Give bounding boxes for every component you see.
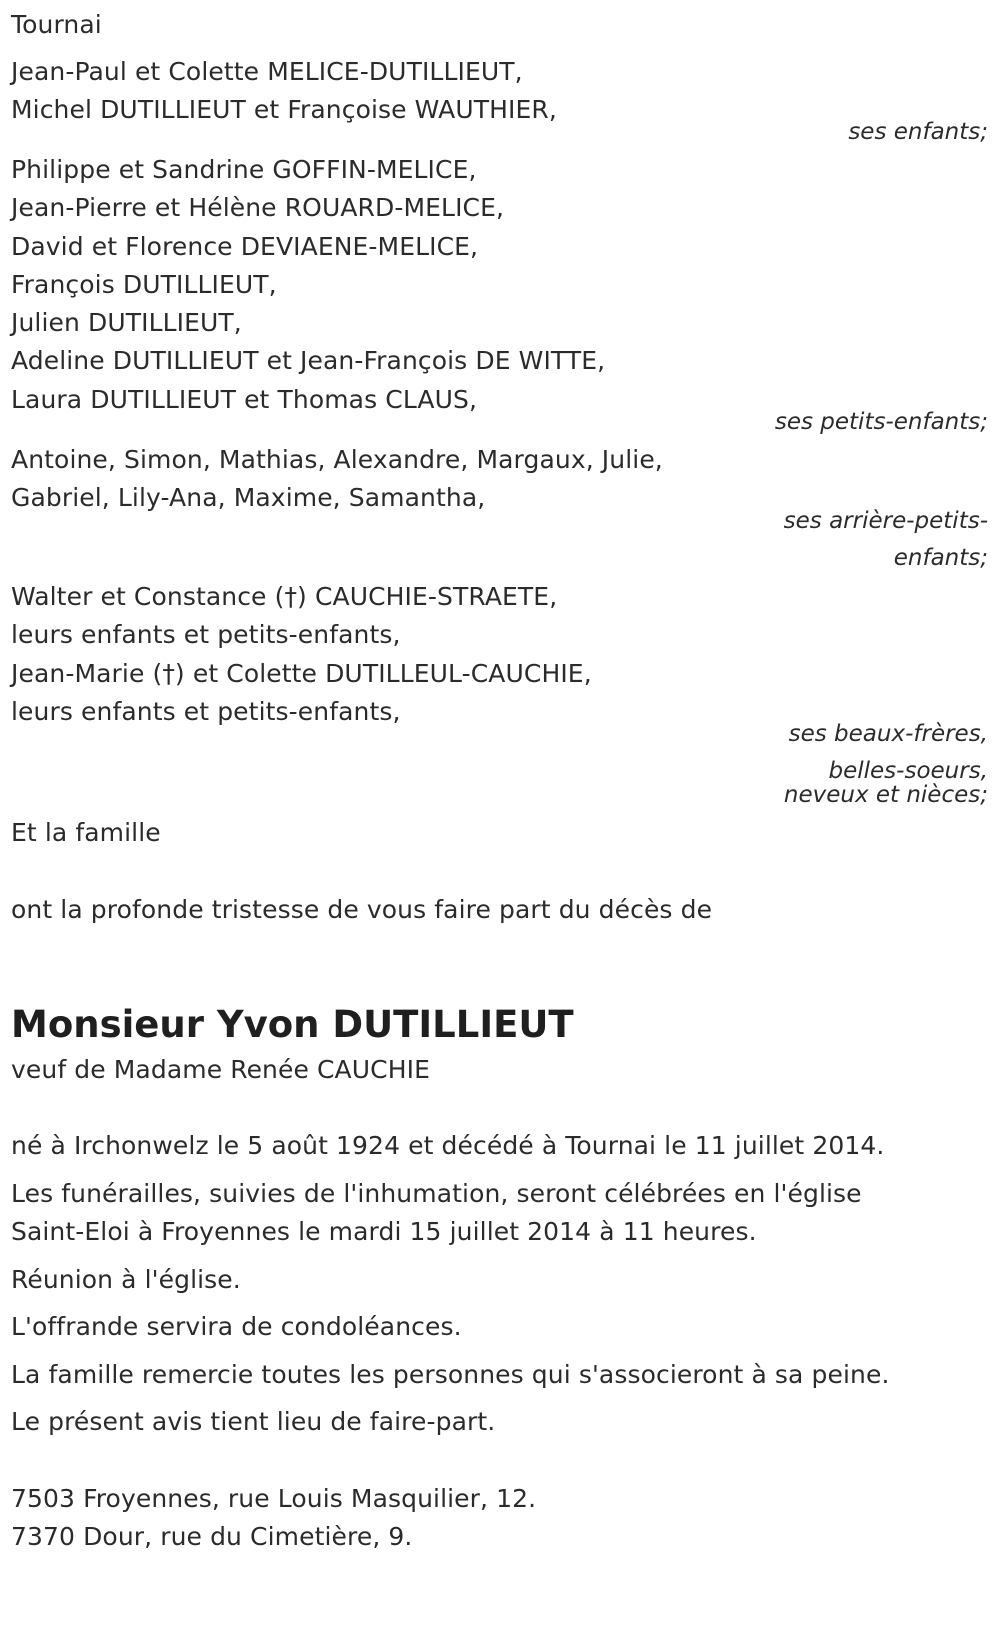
deceased-name: Monsieur Yvon DUTILLIEUT	[11, 1003, 574, 1046]
funeral-line: Saint-Eloi à Froyennes le mardi 15 juillet 2014 à 11 heures.	[11, 1217, 757, 1246]
in-laws-line: Walter et Constance (†) CAUCHIE-STRAETE,	[11, 582, 558, 611]
relation-great-grandchildren: ses arrière-petits-	[783, 508, 988, 534]
relation-grandchildren: ses petits-enfants;	[774, 409, 988, 435]
meeting: Réunion à l'église.	[11, 1265, 241, 1294]
funeral-line: Les funérailles, suivies de l'inhumation, seront célébrées en l'église	[11, 1179, 862, 1208]
grandchildren-line: François DUTILLIEUT,	[11, 270, 277, 299]
in-laws-line: leurs enfants et petits-enfants,	[11, 620, 401, 649]
grandchildren-line: Adeline DUTILLIEUT et Jean-François DE WITTE,	[11, 346, 606, 375]
location-heading: Tournai	[11, 10, 102, 39]
born-died: né à Irchonwelz le 5 août 1924 et décédé à Tournai le 11 juillet 2014.	[11, 1131, 885, 1160]
widower-of: veuf de Madame Renée CAUCHIE	[11, 1055, 430, 1084]
grandchildren-line: Julien DUTILLIEUT,	[11, 308, 242, 337]
announcement: ont la profonde tristesse de vous faire part du décès de	[11, 895, 713, 924]
grandchildren-line: Jean-Pierre et Hélène ROUARD-MELICE,	[11, 193, 505, 222]
relation-great-grandchildren: enfants;	[893, 545, 988, 571]
address-line: 7503 Froyennes, rue Louis Masquilier, 12.	[11, 1484, 537, 1513]
grandchildren-line: David et Florence DEVIAENE-MELICE,	[11, 232, 479, 261]
offering: L'offrande servira de condoléances.	[11, 1312, 462, 1341]
relation-in-laws: ses beaux-frères,	[788, 721, 988, 747]
thanks: La famille remercie toutes les personnes qui s'associeront à sa peine.	[11, 1360, 890, 1389]
great-grandchildren-line: Gabriel, Lily-Ana, Maxime, Samantha,	[11, 483, 486, 512]
in-laws-line: leurs enfants et petits-enfants,	[11, 697, 401, 726]
notice: Le présent avis tient lieu de faire-part.	[11, 1407, 496, 1436]
relation-in-laws: belles-soeurs,	[828, 758, 988, 784]
family-line: Et la famille	[11, 818, 161, 847]
grandchildren-line: Philippe et Sandrine GOFFIN-MELICE,	[11, 155, 477, 184]
in-laws-line: Jean-Marie (†) et Colette DUTILLEUL-CAUCHIE,	[11, 659, 592, 688]
relation-in-laws: neveux et nièces;	[783, 782, 988, 808]
relation-children: ses enfants;	[848, 119, 988, 145]
grandchildren-line: Laura DUTILLIEUT et Thomas CLAUS,	[11, 385, 478, 414]
great-grandchildren-line: Antoine, Simon, Mathias, Alexandre, Margaux, Julie,	[11, 445, 663, 474]
children-line: Michel DUTILLIEUT et Françoise WAUTHIER,	[11, 95, 557, 124]
children-line: Jean-Paul et Colette MELICE-DUTILLIEUT,	[11, 57, 523, 86]
address-line: 7370 Dour, rue du Cimetière, 9.	[11, 1522, 413, 1551]
